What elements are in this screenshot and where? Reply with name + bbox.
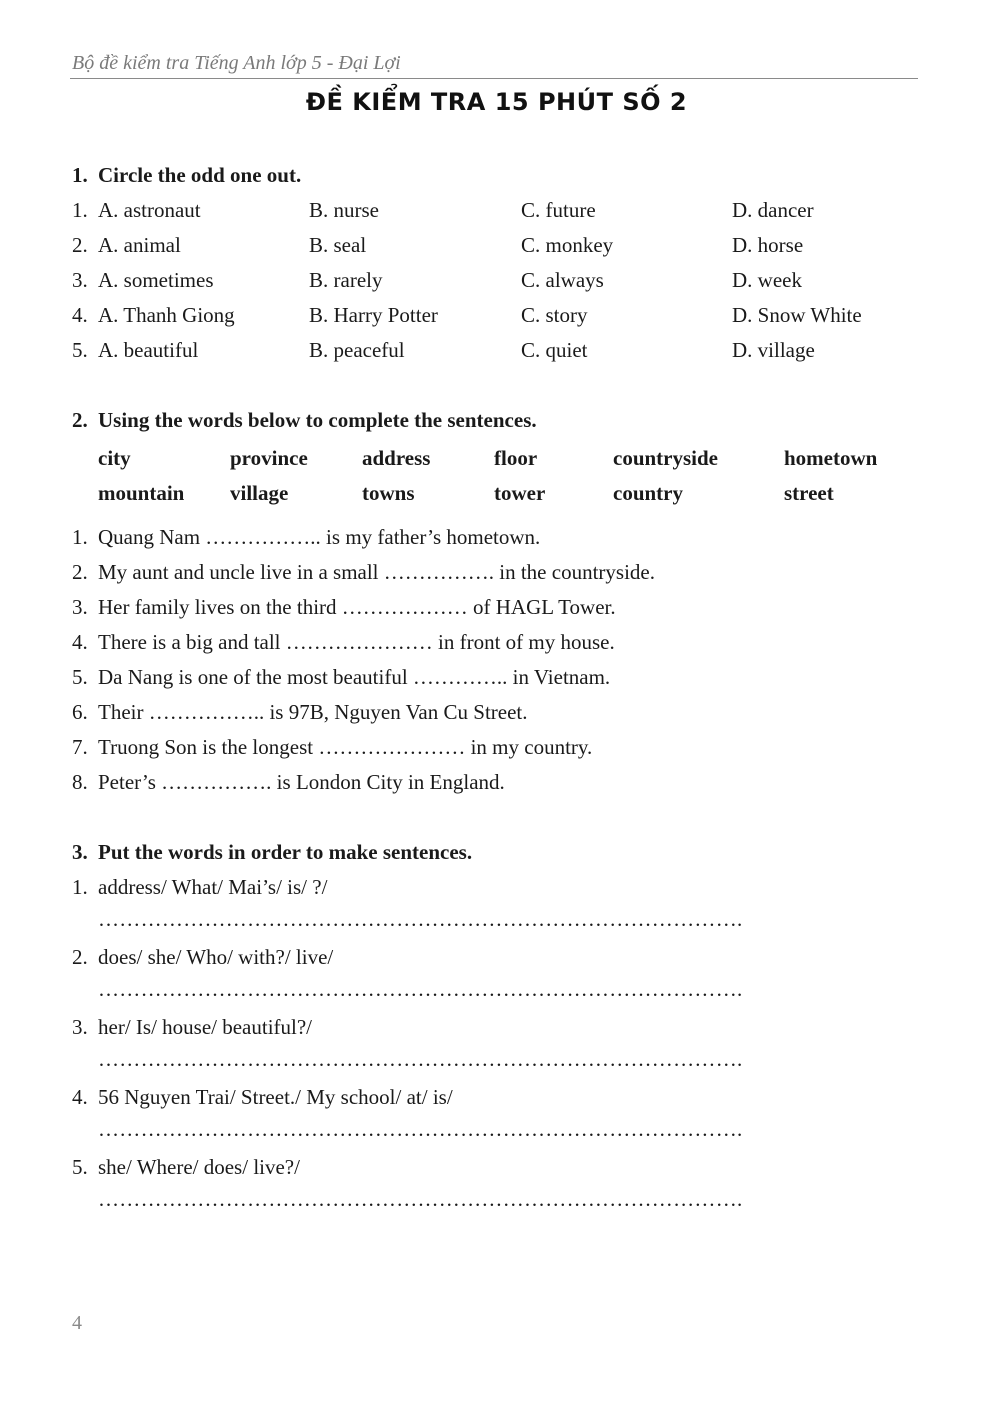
answer-option: D. Snow White xyxy=(732,303,862,327)
answer-line: ………………………………………………………………………………. xyxy=(98,1117,743,1141)
sentence-number: 4. xyxy=(72,630,88,654)
word-bank-item: street xyxy=(784,481,834,505)
answer-option: B. peaceful xyxy=(309,338,405,362)
fill-in-sentence: Quang Nam …………….. is my father’s hometown. xyxy=(98,525,541,549)
answer-option: C. always xyxy=(521,268,604,292)
question-number: 2. xyxy=(72,233,88,257)
word-bank-item: countryside xyxy=(613,446,718,470)
answer-option: D. dancer xyxy=(732,198,814,222)
word-bank-item: mountain xyxy=(98,481,185,505)
answer-option: A. astronaut xyxy=(98,198,201,222)
section-2-number: 2. xyxy=(72,408,88,432)
answer-option: B. rarely xyxy=(309,268,383,292)
question-number: 3. xyxy=(72,268,88,292)
sentence-number: 6. xyxy=(72,700,88,724)
word-bank-item: tower xyxy=(494,481,546,505)
answer-option: C. monkey xyxy=(521,233,614,257)
answer-option: D. week xyxy=(732,268,802,292)
sentence-number: 2. xyxy=(72,560,88,584)
answer-line: ………………………………………………………………………………. xyxy=(98,907,743,931)
word-order-prompt: her/ Is/ house/ beautiful?/ xyxy=(98,1015,313,1039)
sentence-number: 5. xyxy=(72,665,88,689)
question-number: 4. xyxy=(72,303,88,327)
answer-option: D. horse xyxy=(732,233,804,257)
answer-line: ………………………………………………………………………………. xyxy=(98,1047,743,1071)
item-number: 3. xyxy=(72,1015,88,1039)
section-1-number: 1. xyxy=(72,163,88,187)
sentence-number: 3. xyxy=(72,595,88,619)
question-number: 5. xyxy=(72,338,88,362)
answer-option: B. seal xyxy=(309,233,367,257)
fill-in-sentence: Their …………….. is 97B, Nguyen Van Cu Street. xyxy=(98,700,528,724)
answer-option: A. sometimes xyxy=(98,268,214,292)
word-bank-item: province xyxy=(230,446,308,470)
item-number: 4. xyxy=(72,1085,88,1109)
word-bank-item: floor xyxy=(494,446,538,470)
sentence-number: 1. xyxy=(72,525,88,549)
answer-option: B. nurse xyxy=(309,198,379,222)
answer-option: A. Thanh Giong xyxy=(98,303,235,327)
fill-in-sentence: Her family lives on the third ……………… of HAGL Tower. xyxy=(98,595,616,619)
word-order-prompt: address/ What/ Mai’s/ is/ ?/ xyxy=(98,875,328,899)
sentence-number: 7. xyxy=(72,735,88,759)
answer-option: C. story xyxy=(521,303,588,327)
page-number: 4 xyxy=(72,1312,82,1334)
answer-line: ………………………………………………………………………………. xyxy=(98,977,743,1001)
answer-option: A. animal xyxy=(98,233,181,257)
fill-in-sentence: Da Nang is one of the most beautiful ………….. in Vietnam. xyxy=(98,665,611,689)
section-3-heading: Put the words in order to make sentences. xyxy=(98,840,473,864)
sentence-number: 8. xyxy=(72,770,88,794)
page-title: ĐỀ KIỂM TRA 15 PHÚT SỐ 2 xyxy=(305,88,688,116)
fill-in-sentence: There is a big and tall ………………… in front of my house. xyxy=(98,630,615,654)
answer-option: A. beautiful xyxy=(98,338,199,362)
fill-in-sentence: Truong Son is the longest ………………… in my country. xyxy=(98,735,593,759)
fill-in-sentence: Peter’s ……………. is London City in England. xyxy=(98,770,505,794)
word-bank-item: country xyxy=(613,481,683,505)
word-bank-item: city xyxy=(98,446,131,470)
word-bank-item: hometown xyxy=(784,446,878,470)
running-header: Bộ đề kiểm tra Tiếng Anh lớp 5 - Đại Lợi xyxy=(72,52,401,74)
item-number: 5. xyxy=(72,1155,88,1179)
word-order-prompt: 56 Nguyen Trai/ Street./ My school/ at/ is/ xyxy=(98,1085,453,1109)
section-1-heading: Circle the odd one out. xyxy=(98,163,302,187)
question-number: 1. xyxy=(72,198,88,222)
section-2-heading: Using the words below to complete the sentences. xyxy=(98,408,537,432)
word-bank-item: address xyxy=(362,446,431,470)
section-3-number: 3. xyxy=(72,840,88,864)
answer-option: B. Harry Potter xyxy=(309,303,438,327)
fill-in-sentence: My aunt and uncle live in a small ……………. in the countryside. xyxy=(98,560,655,584)
word-bank-item: towns xyxy=(362,481,415,505)
word-bank-item: village xyxy=(230,481,289,505)
answer-option: C. future xyxy=(521,198,596,222)
answer-line: ………………………………………………………………………………. xyxy=(98,1187,743,1211)
item-number: 2. xyxy=(72,945,88,969)
word-order-prompt: she/ Where/ does/ live?/ xyxy=(98,1155,300,1179)
item-number: 1. xyxy=(72,875,88,899)
answer-option: D. village xyxy=(732,338,815,362)
header-divider xyxy=(70,78,918,79)
answer-option: C. quiet xyxy=(521,338,588,362)
word-order-prompt: does/ she/ Who/ with?/ live/ xyxy=(98,945,334,969)
